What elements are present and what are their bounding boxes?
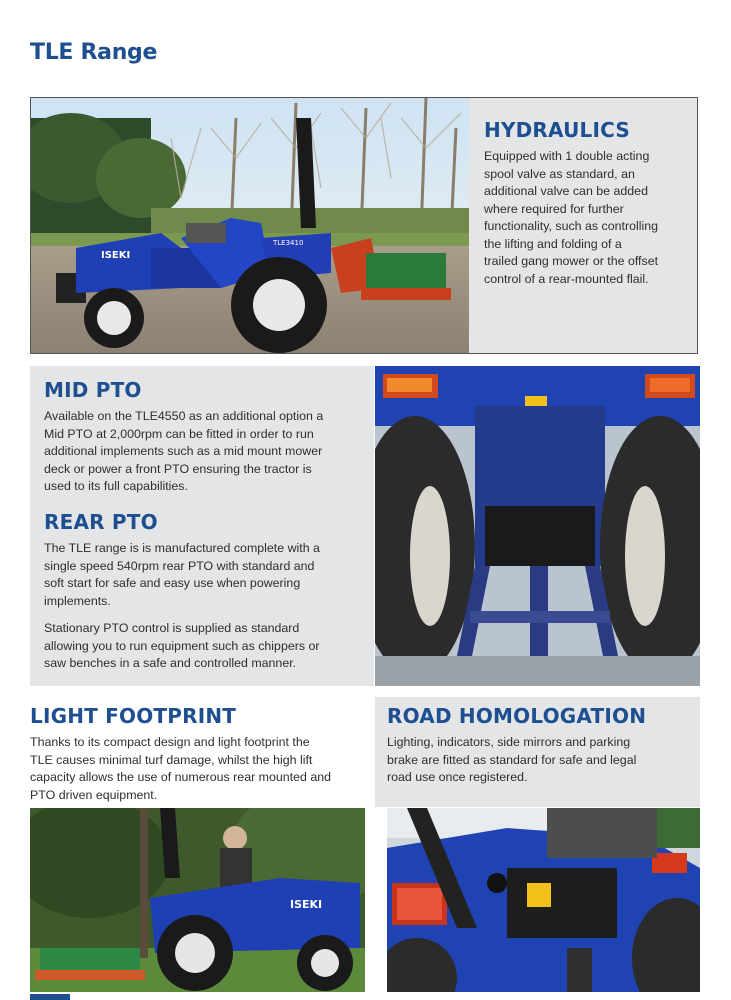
mid-pto-line: deck or power a front PTO ensuring the tractor is [44,461,312,476]
pto-text-panel [30,366,374,686]
hydraulics-line: the lifting and folding of a [484,236,622,251]
iseki-logo-on-hood: ISEKI [101,250,131,261]
mid-pto-line: additional implements such as a mid mount mower [44,444,323,458]
road-homologation-heading: ROAD HOMOLOGATION [387,704,647,728]
page-title: TLE Range [30,40,158,65]
tractor-rear-lights-photo [387,808,700,992]
road-homologation-line: Lighting, indicators, side mirrors and parking [387,735,631,749]
hydraulics-line: spool valve as standard, an [484,166,635,181]
rear-pto-heading: REAR PTO [44,510,158,534]
road-homologation-line: road use once registered. [387,770,528,784]
mid-pto-line: used to its full capabilities. [44,479,188,493]
road-homologation-line: brake are fitted as standard for safe and legal [387,752,637,767]
rear-pto-line: implements. [44,593,111,608]
hydraulics-line: control of a rear-mounted flail. [484,271,649,286]
hydraulics-line: Equipped with 1 double acting [484,149,650,163]
road-homologation-panel [375,697,700,807]
rear-pto-line: allowing you to run equipment such as chippers or [44,638,320,653]
light-footprint-line: TLE causes minimal turf damage, whilst the high lift [30,752,313,767]
footer-accent-bar [30,994,70,1000]
tractor-badge: TLE3410 [273,239,304,247]
hydraulics-text-panel [469,98,697,353]
light-footprint-line: capacity allows the use of numerous rear mounted and [30,770,331,784]
rear-pto-line: single speed 540rpm rear PTO with standard and [44,558,315,573]
rear-pto-line: saw benches in a safe and controlled manner. [44,656,297,670]
tractor-mowing-photo [30,808,365,992]
rear-pto-line: The TLE range is is manufactured complete with a [44,541,320,555]
rear-pto-photo [375,366,700,686]
light-footprint-line: Thanks to its compact design and light footprint the [30,735,310,749]
hydraulics-line: functionality, such as controlling [484,219,659,233]
iseki-logo-on-hood: ISEKI [290,898,323,911]
tractor-with-flail-photo [31,98,469,353]
hydraulics-line: trailed gang mower or the offset [484,254,659,268]
mid-pto-line: Available on the TLE4550 as an additional option a [44,409,324,423]
rear-pto-line: soft start for safe and easy use when powering [44,576,301,590]
mid-pto-line: Mid PTO at 2,000rpm can be fitted in order to run [44,426,314,441]
rear-pto-line: Stationary PTO control is supplied as standard [44,621,300,635]
hydraulics-line: where required for further [484,201,624,216]
light-footprint-heading: LIGHT FOOTPRINT [30,704,237,728]
light-footprint-line: PTO driven equipment. [30,787,158,802]
hydraulics-section [30,97,698,354]
hydraulics-heading: HYDRAULICS [484,118,630,142]
mid-pto-heading: MID PTO [44,378,142,402]
hydraulics-line: additional valve can be added [484,184,648,198]
